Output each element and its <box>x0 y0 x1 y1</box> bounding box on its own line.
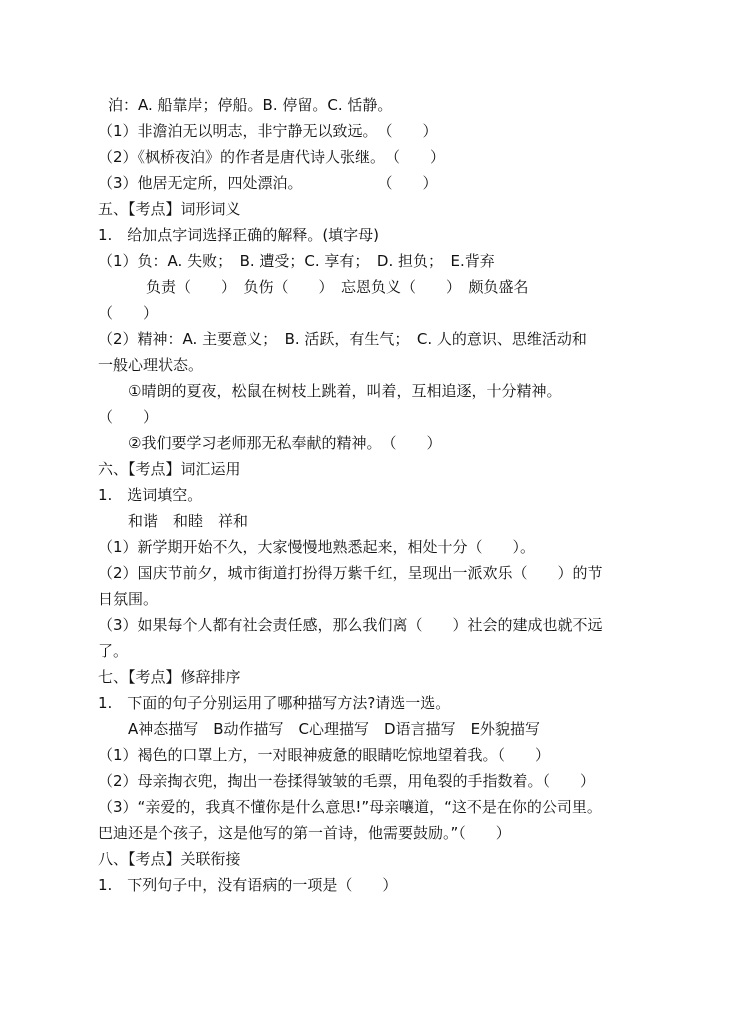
question-title: 1. 下列句子中，没有语病的一项是（ ） <box>98 876 398 894</box>
question-title: 1. 选词填空。 <box>98 486 203 504</box>
text-line: ①晴朗的夏夜，松鼠在树枝上跳着，叫着，互相追逐，十分精神。 <box>128 382 562 400</box>
text-line: 泊：A. 船靠岸；停船。B. 停留。C. 恬静。 <box>108 96 393 114</box>
text-line: （1）新学期开始不久，大家慢慢地熟悉起来，相处十分（ ）。 <box>98 538 536 556</box>
text-line: （1）负：A. 失败； B. 遭受；C. 享有； D. 担负； E.背弃 <box>98 252 495 270</box>
text-line: （1）非澹泊无以明志，非宁静无以致远。 （ ） <box>98 122 438 140</box>
word-options: 和谐 和睦 祥和 <box>128 512 249 530</box>
text-line: （3）“亲爱的，我真不懂你是什么意思!”母亲嚷道，“这不是在你的公司里。 <box>98 798 602 816</box>
question-title: 1. 下面的句子分别运用了哪种描写方法?请选一选。 <box>98 694 451 712</box>
answer-blank: （ ） <box>98 304 159 322</box>
text-line: （2）《枫桥夜泊》的作者是唐代诗人张继。 （ ） <box>98 148 446 166</box>
question-title: 1. 给加点字词选择正确的解释。(填字母) <box>98 226 380 244</box>
section-heading: 六、【考点】词汇运用 <box>98 460 241 478</box>
text-line: （1）褐色的口罩上方，一对眼神疲惫的眼睛吃惊地望着我。（ ） <box>98 746 551 764</box>
answer-options: A神态描写 B动作描写 C心理描写 D语言描写 E外貌描写 <box>128 720 541 738</box>
section-heading: 八、【考点】关联衔接 <box>98 850 241 868</box>
text-line: 一般心理状态。 <box>98 356 204 374</box>
text-line: （2）国庆节前夕，城市街道打扮得万紫千红，呈现出一派欢乐（ ）的节 <box>98 564 603 582</box>
section-heading: 五、【考点】词形词义 <box>98 200 241 218</box>
text-line: （2）母亲掏衣兜，掏出一卷揉得皱皱的毛票，用龟裂的手指数着。（ ） <box>98 772 596 790</box>
section-heading: 七、【考点】修辞排序 <box>98 668 241 686</box>
text-line: （2）精神：A. 主要意义； B. 活跃，有生气； C. 人的意识、思维活动和 <box>98 330 587 348</box>
text-line: 日氛围。 <box>98 590 159 608</box>
text-line: 了。 <box>98 642 129 660</box>
text-line: 巴迪还是个孩子，这是他写的第一首诗，他需要鼓励。”（ ） <box>98 824 511 842</box>
text-line: （3）如果每个人都有社会责任感，那么我们离（ ）社会的建成也就不远 <box>98 616 603 634</box>
text-line: 负责（ ） 负伤（ ） 忘恩负义（ ） 颇负盛名 <box>146 278 529 296</box>
text-line: （3）他居无定所，四处漂泊。 （ ） <box>98 174 438 192</box>
answer-blank: （ ） <box>98 408 159 426</box>
text-line: ②我们要学习老师那无私奉献的精神。 （ ） <box>128 434 442 452</box>
